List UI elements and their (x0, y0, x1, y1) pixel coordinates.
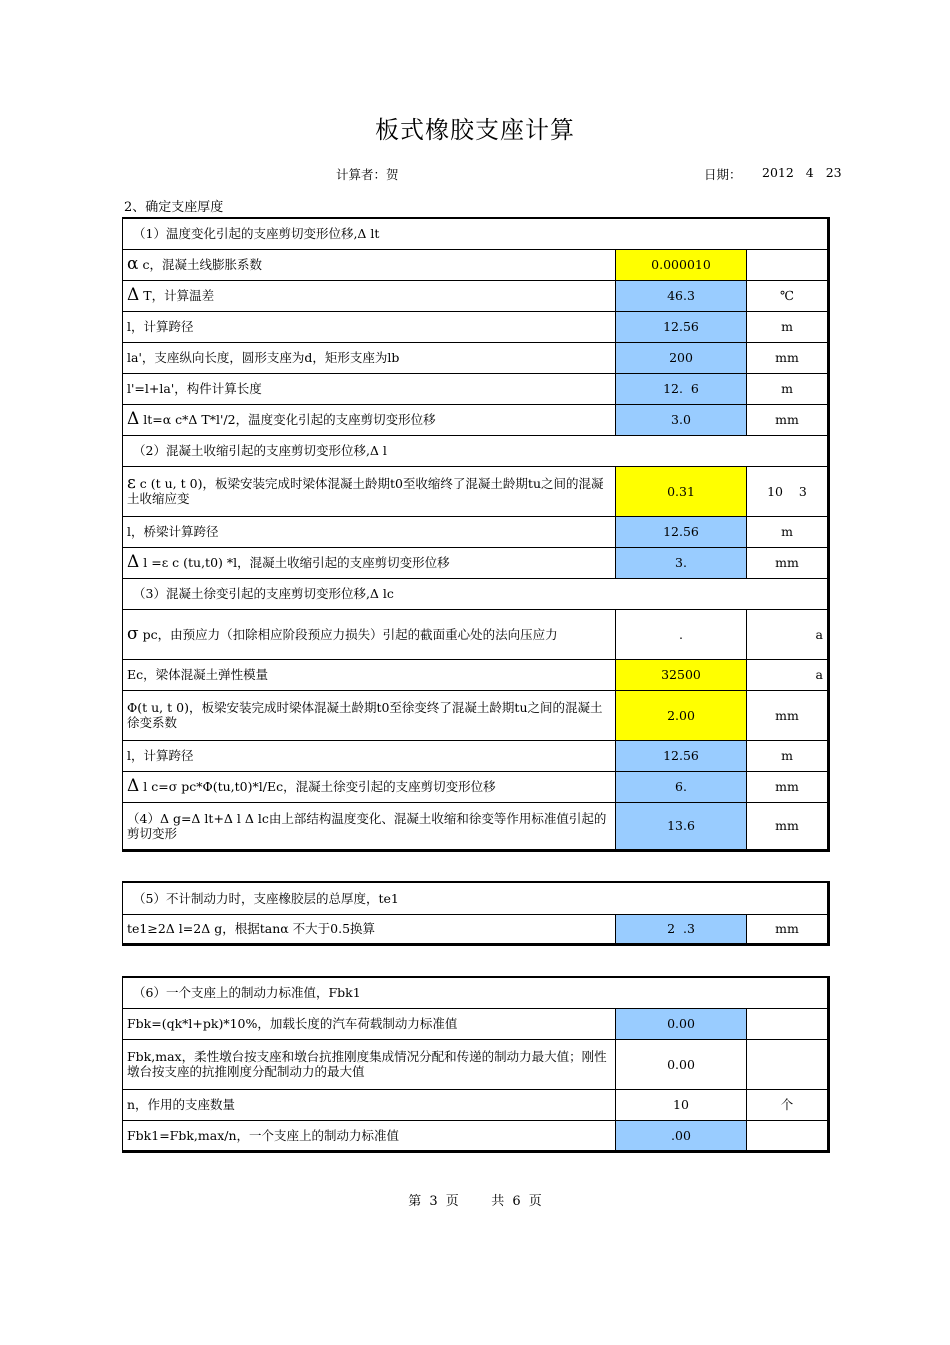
table-row (123, 516, 829, 547)
unit-cell: m (747, 311, 829, 342)
value-cell[interactable]: .00 (616, 1120, 747, 1151)
unit-cell (747, 1008, 829, 1039)
label-text: pc，由预应力（扣除相应阶段预应力损失）引起的截面重心处的法向压应力 (138, 626, 558, 642)
page-title: 板式橡胶支座计算 (375, 116, 575, 144)
label-text: l =ε c (tu,t0) *l，混凝土收缩引起的支座剪切变形位移 (139, 555, 450, 570)
value-cell[interactable]: 2.00 (616, 690, 747, 740)
table-row (123, 342, 829, 373)
row-label (123, 547, 616, 578)
date-label: 日期： (704, 167, 742, 182)
row-label (123, 249, 616, 280)
unit-cell: mm (747, 914, 829, 944)
table-row (123, 466, 829, 516)
row-label: l，计算跨径 (123, 311, 616, 342)
symbol: Δ (127, 776, 140, 796)
unit-cell: 个 (747, 1089, 829, 1120)
value-cell[interactable]: 0.00 (616, 1039, 747, 1089)
value-cell[interactable]: 3. (616, 547, 747, 578)
value-cell[interactable]: 12. 6 (616, 373, 747, 404)
row-label: la'，支座纵向长度，圆形支座为d，矩形支座为lb (123, 342, 616, 373)
row-label: Φ(t u, t 0)，板梁安装完成时梁体混凝土龄期t0至徐变终了混凝土龄期tu之间的混凝土徐变系数 (123, 690, 616, 740)
section-header: （1）温度变化引起的支座剪切变形位移,Δ lt (123, 218, 829, 249)
row-label: n，作用的支座数量 (123, 1089, 616, 1120)
section-header: （5）不计制动力时，支座橡胶层的总厚度，te1 (123, 882, 829, 914)
table-row (123, 280, 829, 311)
value-cell[interactable]: 12.56 (616, 311, 747, 342)
table-row (123, 609, 829, 659)
row-label (123, 280, 616, 311)
table-row (123, 218, 829, 249)
value-cell[interactable]: . (616, 609, 747, 659)
date-value: 2012 4 23 (762, 165, 842, 180)
section-label: 2、确定支座厚度 (124, 200, 224, 215)
value-cell[interactable]: 0.31 (616, 466, 747, 516)
unit-cell: mm (747, 342, 829, 373)
row-label: te1≥2Δ l=2Δ g，根据tanα 不大于0.5换算 (123, 914, 616, 944)
unit-cell: m (747, 373, 829, 404)
unit-cell: m (747, 516, 829, 547)
unit-cell: ℃ (747, 280, 829, 311)
value-cell[interactable]: 2 .3 (616, 914, 747, 944)
row-label: l，计算跨径 (123, 740, 616, 771)
row-label: Fbk=(qk*l+pk)*10%，加载长度的汽车荷载制动力标准值 (123, 1008, 616, 1039)
value-cell[interactable]: 10 (616, 1089, 747, 1120)
symbol: ε (127, 473, 136, 493)
table-row (123, 435, 829, 466)
table-row (123, 802, 829, 850)
row-label (123, 609, 616, 659)
row-label (123, 771, 616, 802)
symbol: Δ (127, 285, 140, 305)
symbol: α (127, 254, 139, 274)
row-label: l'=l+la'，构件计算长度 (123, 373, 616, 404)
row-label: Fbk,max，柔性墩台按支座和墩台抗推刚度集成情况分配和传递的制动力最大值；刚性墩台按支座的抗推刚度分配制动力的最大值 (123, 1039, 616, 1089)
table-row (123, 914, 829, 944)
symbol: Δ (127, 552, 140, 572)
section-header: （6）一个支座上的制动力标准值，Fbk1 (123, 977, 829, 1008)
table-row (123, 1120, 829, 1151)
value-cell[interactable]: 12.56 (616, 740, 747, 771)
value-cell[interactable]: 200 (616, 342, 747, 373)
rubber-thickness-table (122, 881, 830, 946)
row-label (123, 466, 616, 516)
symbol: Δ (127, 409, 140, 429)
table-row (123, 659, 829, 690)
unit-cell: mm (747, 690, 829, 740)
symbol: σ (127, 623, 139, 644)
section-header: （2）混凝土收缩引起的支座剪切变形位移,Δ l (123, 435, 829, 466)
unit-cell: mm (747, 404, 829, 435)
calculator-label: 计算者：贺 (336, 167, 399, 182)
unit-cell (747, 1039, 829, 1089)
table-row (123, 404, 829, 435)
unit-cell (747, 1120, 829, 1151)
table-row (123, 1089, 829, 1120)
table-row (123, 547, 829, 578)
value-cell[interactable]: 6. (616, 771, 747, 802)
table-row (123, 578, 829, 609)
table-row (123, 771, 829, 802)
label-text: lt=α c*Δ T*l'/2，温度变化引起的支座剪切变形位移 (139, 412, 436, 427)
table-row (123, 740, 829, 771)
table-row (123, 373, 829, 404)
section-header: （3）混凝土徐变引起的支座剪切变形位移,Δ lc (123, 578, 829, 609)
value-cell[interactable]: 0.000010 (616, 249, 747, 280)
table-row (123, 249, 829, 280)
value-cell[interactable]: 32500 (616, 659, 747, 690)
unit-cell (747, 249, 829, 280)
value-cell[interactable]: 13.6 (616, 802, 747, 850)
label-text: T，计算温差 (139, 288, 215, 303)
unit-cell: a (747, 609, 829, 659)
displacement-table (122, 217, 830, 852)
unit-cell: 10 3 (747, 466, 829, 516)
table-row (123, 311, 829, 342)
unit-cell: m (747, 740, 829, 771)
label-text: c，混凝土线膨胀系数 (138, 257, 262, 272)
unit-cell: a (747, 659, 829, 690)
value-cell[interactable]: 0.00 (616, 1008, 747, 1039)
table-row (123, 1008, 829, 1039)
label-text: l c=σ pc*Φ(tu,t0)*l/Ec，混凝土徐变引起的支座剪切变形位移 (139, 779, 496, 794)
page-footer: 第 3 页 共 6 页 (408, 1194, 542, 1209)
unit-cell: mm (747, 771, 829, 802)
value-cell[interactable]: 46.3 (616, 280, 747, 311)
label-text: c (t u, t 0)，板梁安装完成时梁体混凝土龄期t0至收缩终了混凝土龄期tu之间的混凝土收缩应变 (127, 476, 604, 506)
row-label: l，桥梁计算跨径 (123, 516, 616, 547)
row-label: Ec，梁体混凝土弹性模量 (123, 659, 616, 690)
unit-cell: mm (747, 547, 829, 578)
row-label: （4）Δ g=Δ lt+Δ l Δ lc由上部结构温度变化、混凝土收缩和徐变等作用标准值引起的剪切变形 (123, 802, 616, 850)
table-row (123, 882, 829, 914)
unit-cell: mm (747, 802, 829, 850)
row-label (123, 404, 616, 435)
row-label: Fbk1=Fbk,max/n，一个支座上的制动力标准值 (123, 1120, 616, 1151)
table-row (123, 977, 829, 1008)
value-cell[interactable]: 12.56 (616, 516, 747, 547)
table-row (123, 690, 829, 740)
braking-force-table (122, 976, 830, 1153)
table-row (123, 1039, 829, 1089)
value-cell[interactable]: 3.0 (616, 404, 747, 435)
